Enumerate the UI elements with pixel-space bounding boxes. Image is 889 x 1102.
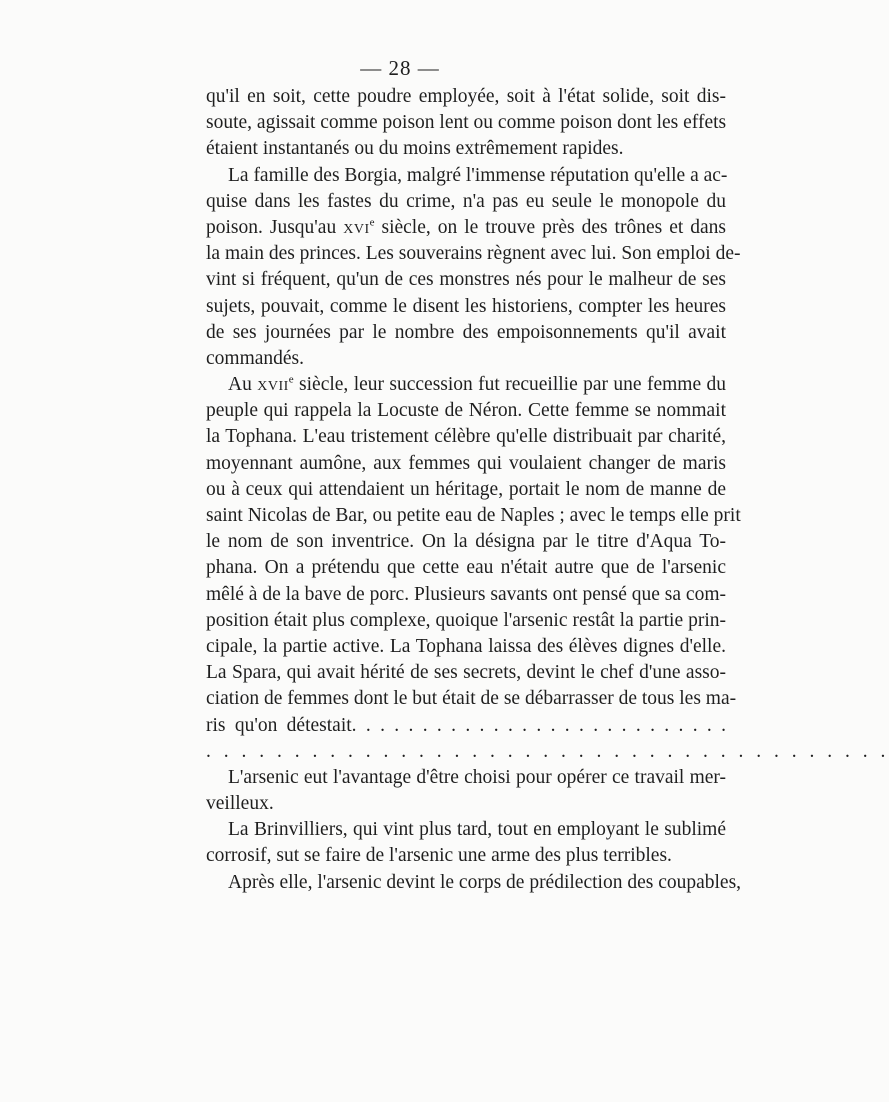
text-line: La Spara, qui avait hérité de ses secrets, devint le chef d'une asso- bbox=[206, 662, 726, 684]
text-line: sujets, pouvait, comme le disent les historiens, compter les heures bbox=[206, 295, 726, 317]
page-number: — 28 — bbox=[360, 56, 440, 80]
text-line: soute, agissait comme poison lent ou comme poison dont les effets bbox=[206, 112, 727, 134]
text-line: de ses journées par le nombre des empoisonnements qu'il avait bbox=[206, 321, 726, 343]
text-line: peuple qui rappela la Locuste de Néron. Cette femme se nommait bbox=[206, 400, 726, 422]
text-line: cipale, la partie active. La Tophana laissa des élèves dignes d'elle. bbox=[206, 635, 726, 657]
text-line: qu'il en soit, cette poudre employée, soit à l'état solide, soit dis- bbox=[206, 86, 726, 107]
text-line: La famille des Borgia, malgré l'immense réputation qu'elle a ac- bbox=[228, 164, 728, 186]
text-line: le nom de son inventrice. On la désigna par le titre d'Aqua To- bbox=[206, 531, 726, 553]
text-line: vint si fréquent, qu'un de ces monstres nés pour le malheur de ses bbox=[206, 269, 726, 291]
text-line: Après elle, l'arsenic devint le corps de prédilection des coupables, bbox=[228, 871, 742, 893]
text-line: poison. Jusqu'au XVIe siècle, on le trouve près des trônes et dans bbox=[206, 216, 727, 238]
text-line: veilleux. bbox=[206, 793, 274, 815]
text-line: ris qu'on détestait. . . . . . . . . . . . . . . . . . . . . . . . . . . bbox=[206, 714, 726, 736]
text-line: Au XVIIe siècle, leur succession fut recueillie par une femme du bbox=[228, 373, 726, 396]
text-line: étaient instantanés ou du moins extrêmement rapides. bbox=[206, 138, 624, 160]
text-line: ciation de femmes dont le but était de se débarrasser de tous les ma- bbox=[206, 688, 737, 710]
text-line: moyennant aumône, aux femmes qui voulaient changer de maris bbox=[206, 452, 726, 474]
text-line: corrosif, sut se faire de l'arsenic une arme des plus terribles. bbox=[206, 845, 672, 867]
body-text bbox=[206, 84, 889, 896]
text-line: phana. On a prétendu que cette eau n'était autre que de l'arsenic bbox=[206, 557, 726, 579]
text-line: mêlé à de la bave de porc. Plusieurs savants ont pensé que sa com- bbox=[206, 583, 726, 605]
text-line: la Tophana. L'eau tristement célèbre qu'elle distribuait par charité, bbox=[206, 426, 726, 448]
text-line: quise dans les fastes du crime, n'a pas eu seule le monopole du bbox=[206, 190, 726, 212]
text-line: saint Nicolas de Bar, ou petite eau de Naples ; avec le temps elle prit bbox=[206, 505, 741, 526]
text-line: position était plus complexe, quoique l'arsenic restât la partie prin- bbox=[206, 609, 726, 631]
text-line: La Brinvilliers, qui vint plus tard, tout en employant le sublimé bbox=[228, 819, 726, 841]
text-line: ou à ceux qui attendaient un héritage, portait le nom de manne de bbox=[206, 478, 726, 500]
text-line: la main des princes. Les souverains règnent avec lui. Son emploi de- bbox=[206, 243, 741, 265]
text-line: . . . . . . . . . . . . . . . . . . . . . . . . . . . . . . . . . . . . . . . bbox=[206, 740, 889, 762]
text-line: L'arsenic eut l'avantage d'être choisi pour opérer ce travail mer- bbox=[228, 766, 726, 788]
text-line: commandés. bbox=[206, 347, 305, 369]
